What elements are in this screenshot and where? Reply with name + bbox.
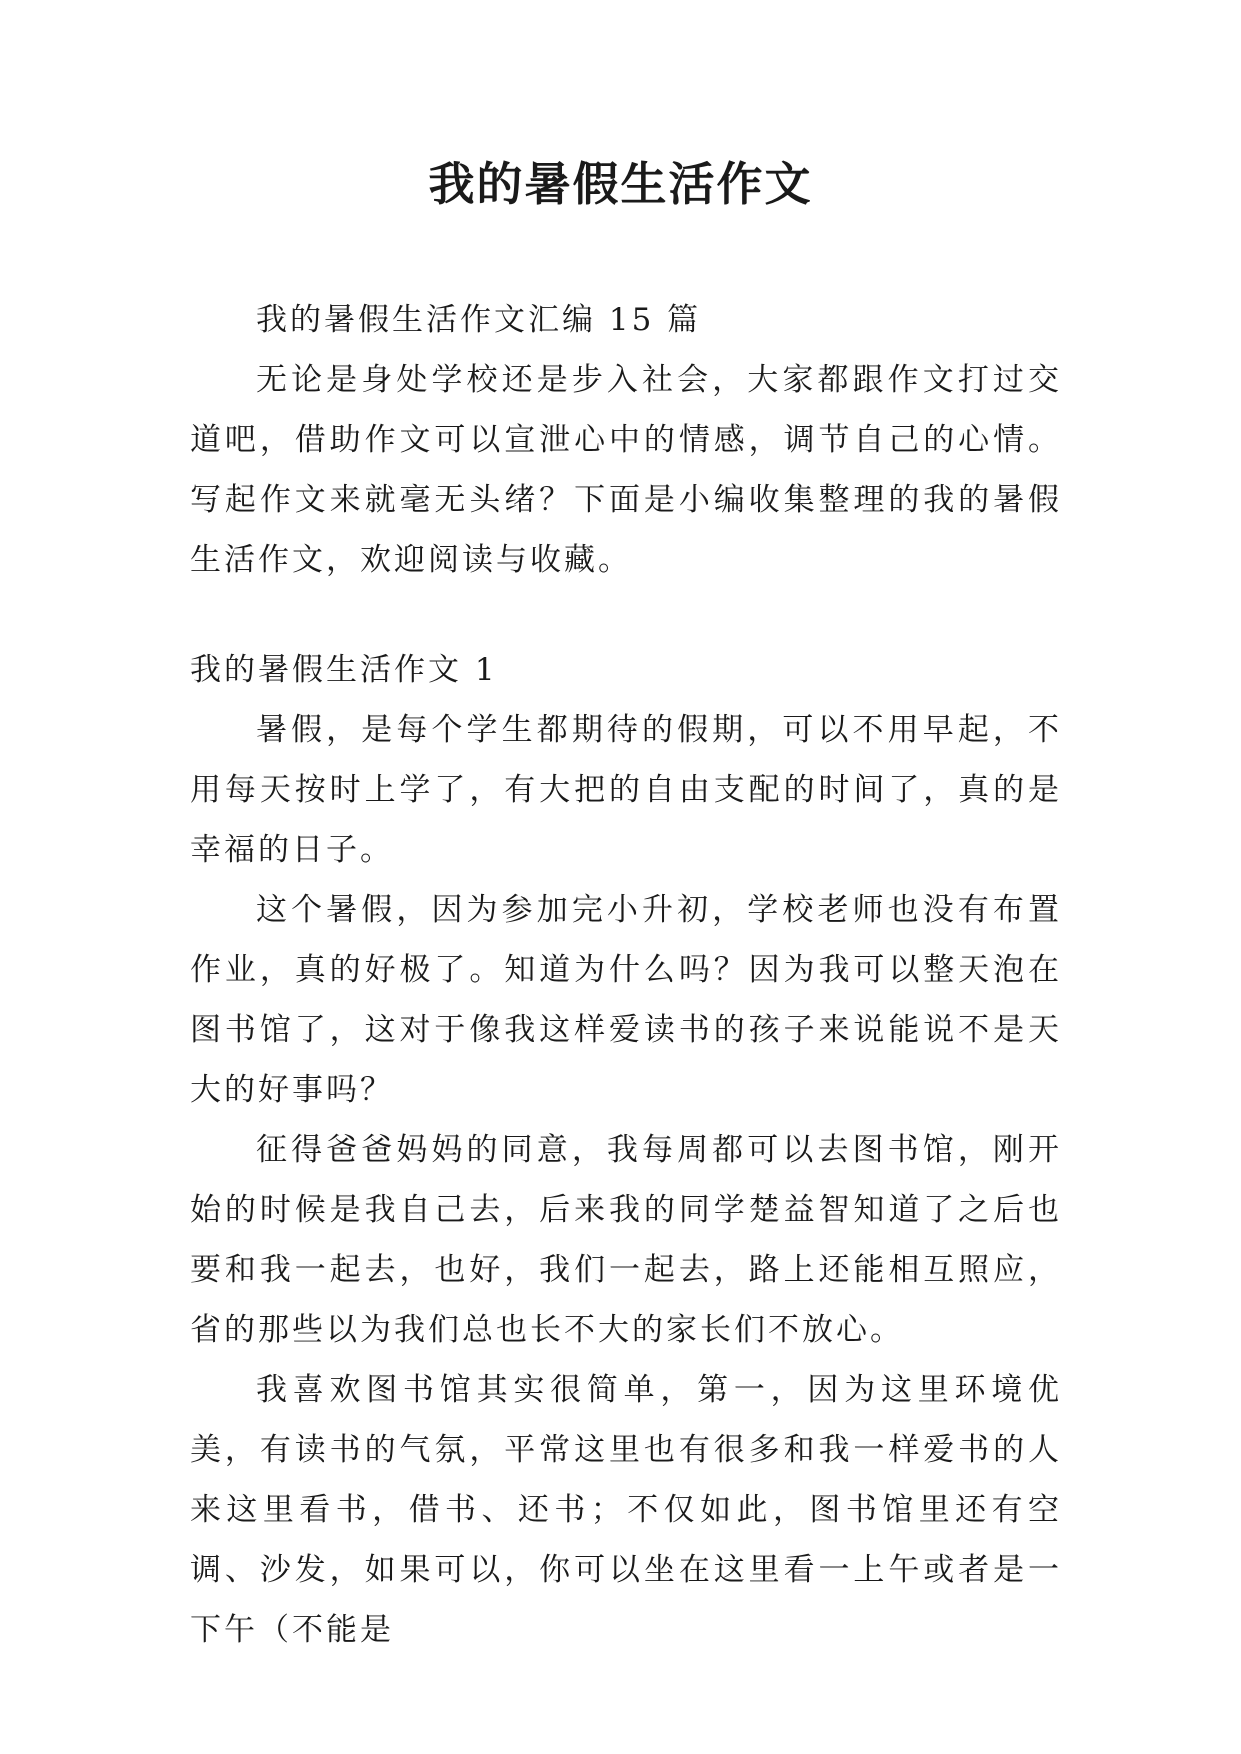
page-title: 我的暑假生活作文	[428, 157, 813, 211]
section-heading: 我的暑假生活作文 1	[190, 652, 498, 688]
body-paragraph: 暑假，是每个学生都期待的假期，可以不用早起，不用每天按时上学了，有大把的自由支配的时间了，真的是幸福的日子。	[190, 712, 1062, 868]
body-paragraph: 征得爸爸妈妈的同意，我每周都可以去图书馆，刚开始的时候是我自己去，后来我的同学楚益智知道了之后也要和我一起去，也好，我们一起去，路上还能相互照应，省的那些以为我们总也长不大的家长们不放心。	[190, 1132, 1062, 1348]
body-paragraph: 这个暑假，因为参加完小升初，学校老师也没有布置作业，真的好极了。知道为什么吗？因为我可以整天泡在图书馆了，这对于像我这样爱读书的孩子来说能说不是天大的好事吗？	[190, 892, 1062, 1108]
document-subtitle: 我的暑假生活作文汇编 15 篇	[256, 302, 702, 338]
body-paragraph: 我喜欢图书馆其实很简单，第一，因为这里环境优美，有读书的气氛，平常这里也有很多和我一样爱书的人来这里看书，借书、还书；不仅如此，图书馆里还有空调、沙发，如果可以，你可以坐在这里看一上午或者是一下午（不能是	[190, 1372, 1062, 1648]
intro-paragraph: 无论是身处学校还是步入社会，大家都跟作文打过交道吧，借助作文可以宣泄心中的情感，调节自己的心情。写起作文来就毫无头绪？下面是小编收集整理的我的暑假生活作文，欢迎阅读与收藏。	[190, 362, 1062, 578]
